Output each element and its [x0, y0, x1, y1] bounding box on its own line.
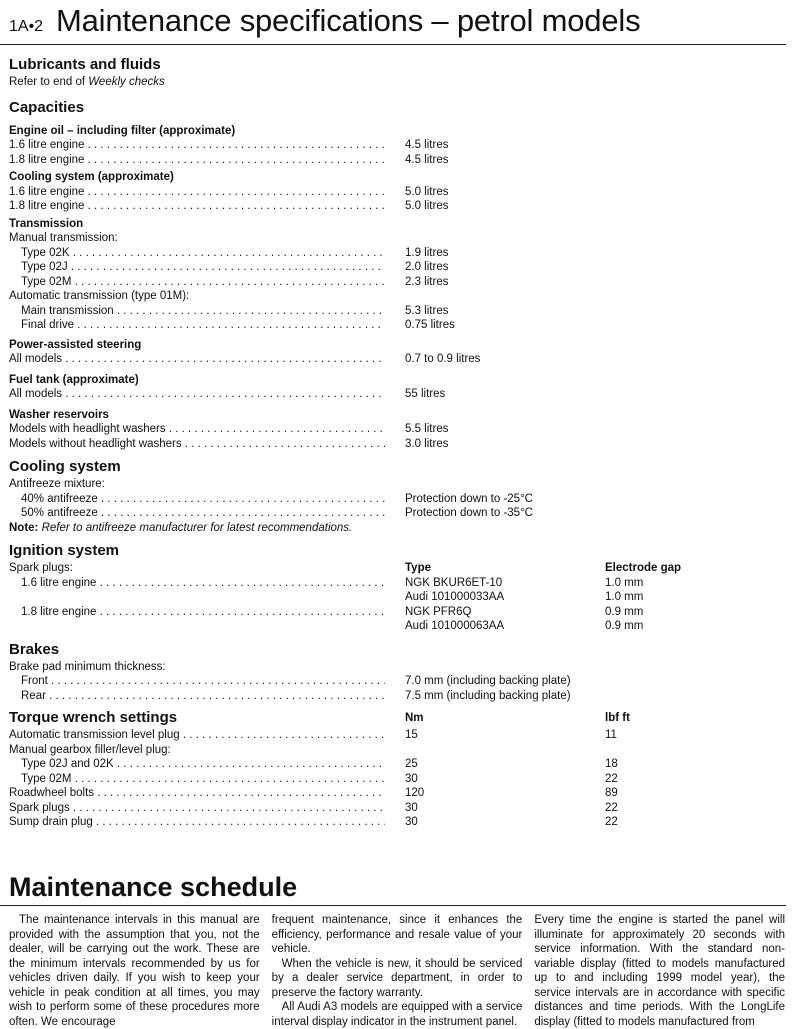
engine-oil-heading: Engine oil – including filter (approximate)	[9, 124, 236, 137]
electrode-gap: 1.0 mm	[605, 591, 644, 603]
lubricants-heading: Lubricants and fluids	[9, 56, 161, 73]
schedule-divider	[0, 905, 786, 906]
page-number: 1A•2	[9, 18, 44, 35]
torque-lbf: 11	[605, 729, 617, 741]
torque-nm: 30	[405, 801, 418, 814]
spec-label: Type 02M . . .	[9, 772, 385, 787]
spark-plug-type: NGK BKUR6ET-10	[405, 576, 503, 589]
spec-label: Final drive . . .	[9, 318, 385, 333]
spec-row	[9, 743, 789, 758]
nm-column-header: Nm	[405, 712, 424, 724]
spec-row	[9, 199, 789, 214]
spec-label: 1.8 litre engine . . .	[9, 605, 385, 620]
spec-row	[9, 352, 789, 367]
spec-value: 5.0 litres	[405, 200, 449, 212]
torque-lbf: 18	[605, 758, 618, 770]
cooling-system-heading: Cooling system	[9, 458, 121, 475]
spec-value: 2.0 litres	[405, 261, 449, 273]
spec-label: Type 02J and 02K . . .	[9, 757, 385, 772]
spec-value: 4.5 litres	[405, 139, 449, 151]
spec-row	[9, 801, 789, 816]
automatic-transmission-label: Automatic transmission (type 01M):	[9, 290, 190, 302]
spec-row	[9, 619, 789, 634]
spec-value: 1.9 litres	[405, 246, 449, 259]
spec-label: 1.6 litre engine . . .	[9, 576, 385, 591]
schedule-body	[9, 913, 785, 1029]
spec-label: 1.8 litre engine . . .	[9, 153, 385, 168]
cooling-capacity-heading: Cooling system (approximate)	[9, 171, 174, 183]
spec-label: Type 02J . . .	[9, 260, 385, 275]
paragraph: The maintenance intervals in this manual are provided with the assumption that you, not the dealer, will be carrying out the work. These are the minimum intervals recommended by us for vehicles driven daily. If you wish to keep your vehicle in peak condition at all times, you may wish to perform some of these procedures more often. We encourage	[9, 914, 260, 1028]
spec-value: 7.5 mm (including backing plate)	[405, 689, 571, 702]
spec-value: 5.5 litres	[405, 423, 449, 435]
spec-row	[9, 275, 789, 290]
spark-plug-type: NGK PFR6Q	[405, 605, 472, 618]
spec-row	[9, 138, 789, 153]
ignition-heading: Ignition system	[9, 542, 120, 559]
spark-plug-type: Audi 101000033AA	[405, 591, 505, 603]
spec-label: 1.6 litre engine . . .	[9, 185, 385, 200]
spec-label: 1.8 litre engine . . .	[9, 199, 385, 214]
paragraph: frequent maintenance, since it enhances the efficiency, performance and resale value of your vehicle.	[271, 914, 523, 955]
torque-lbf: 22	[605, 816, 618, 828]
schedule-column-2	[272, 913, 523, 1029]
torque-lbf: 89	[605, 787, 618, 799]
spec-label: Rear . . .	[9, 689, 385, 704]
spec-value: 7.0 mm (including backing plate)	[405, 675, 571, 687]
spec-label: Automatic transmission level plug . . .	[9, 728, 385, 743]
spec-value: 5.3 litres	[405, 304, 449, 317]
torque-nm: 25	[405, 758, 418, 770]
spec-row	[9, 674, 789, 689]
spec-value: 0.75 litres	[405, 319, 455, 331]
spec-row	[9, 153, 789, 168]
spec-value: Protection down to -35°C	[405, 507, 533, 519]
spec-label: Manual gearbox filler/level plug:	[9, 743, 171, 756]
paragraph: Every time the engine is started the panel will illuminate for approximately 20 seconds with service information. With the standard non-variable display (fitted to models manufactured up to and including 1999 model year), the service intervals are in accordance with specific distances and time periods. With the LongLife display (fitted to models manufactured from	[534, 914, 786, 1028]
spec-row	[9, 757, 789, 772]
spec-value: 0.7 to 0.9 litres	[405, 353, 481, 365]
spec-row	[9, 387, 789, 402]
electrode-gap: 0.9 mm	[605, 605, 644, 618]
torque-nm: 15	[405, 729, 418, 741]
lubricants-text-italic: Weekly checks	[88, 76, 165, 88]
brake-pad-label: Brake pad minimum thickness:	[9, 660, 166, 673]
torque-nm: 120	[405, 787, 425, 799]
spec-label: All models . . .	[9, 387, 385, 402]
steering-heading: Power-assisted steering	[9, 338, 142, 351]
antifreeze-label: Antifreeze mixture:	[9, 478, 105, 490]
torque-lbf: 22	[605, 801, 618, 814]
antifreeze-note	[9, 521, 789, 536]
manual-transmission-label: Manual transmission:	[9, 232, 118, 244]
spec-row	[9, 576, 789, 591]
lbf-column-header: lbf ft	[605, 712, 630, 724]
paragraph: When the vehicle is new, it should be serviced by a dealer service department, in order to preserve the factory warranty.	[271, 957, 523, 999]
lubricants-text	[9, 75, 789, 90]
spec-row	[9, 561, 789, 576]
electrode-gap: 0.9 mm	[605, 620, 644, 632]
type-column-header: Type	[405, 562, 431, 574]
page-title: Maintenance specifications – petrol models	[56, 3, 641, 38]
spec-row	[9, 815, 789, 830]
spec-row	[9, 590, 789, 605]
capacities-heading: Capacities	[9, 98, 85, 116]
spec-label: Front . . .	[9, 674, 385, 689]
spec-row	[9, 506, 789, 521]
gap-column-header: Electrode gap	[605, 562, 682, 574]
spec-row	[9, 422, 789, 437]
spec-label: Spark plugs:	[9, 562, 73, 574]
torque-heading: Torque wrench settings	[9, 709, 178, 726]
spec-row	[9, 728, 789, 743]
spec-row	[9, 304, 789, 319]
spec-row	[9, 772, 789, 787]
torque-lbf: 22	[605, 772, 618, 785]
spec-row	[9, 260, 789, 275]
torque-heading-row	[9, 708, 789, 728]
washer-heading: Washer reservoirs	[9, 408, 109, 421]
spec-row	[9, 605, 789, 620]
schedule-column-3	[534, 913, 785, 1029]
spec-value: 3.0 litres	[405, 437, 449, 450]
spec-row	[9, 492, 789, 507]
lubricants-text-prefix: Refer to end of	[9, 76, 89, 88]
spec-label: 1.6 litre engine . . .	[9, 138, 385, 153]
schedule-title: Maintenance schedule	[9, 872, 298, 902]
transmission-heading: Transmission	[9, 217, 84, 230]
spec-label: Roadwheel bolts . . .	[9, 786, 385, 801]
spark-plug-type: Audi 101000063AA	[405, 620, 505, 632]
spec-label: Main transmission . . .	[9, 304, 385, 319]
note-label: Note:	[9, 521, 39, 534]
paragraph: All Audi A3 models are equipped with a service interval display indicator in the instrument panel.	[271, 1001, 523, 1028]
spec-row	[9, 437, 789, 452]
page-header	[0, 0, 786, 45]
spec-row	[9, 689, 789, 704]
spec-value: Protection down to -25°C	[405, 492, 533, 505]
spec-row	[9, 786, 789, 801]
spec-label: All models . . .	[9, 352, 385, 367]
spec-label: Models with headlight washers . . .	[9, 422, 385, 437]
electrode-gap: 1.0 mm	[605, 576, 644, 589]
spec-value: 4.5 litres	[405, 153, 449, 166]
spec-label: Type 02K . . .	[9, 246, 385, 261]
spec-row	[9, 318, 789, 333]
spec-row	[9, 246, 789, 261]
spec-label: 40% antifreeze . . .	[9, 492, 385, 507]
spec-value: 55 litres	[405, 388, 446, 400]
spec-value: 5.0 litres	[405, 185, 449, 198]
note-text: Refer to antifreeze manufacturer for latest recommendations.	[38, 521, 353, 534]
spec-label: 50% antifreeze . . .	[9, 506, 385, 521]
schedule-column-1	[9, 913, 260, 1029]
spec-label: Spark plugs . . .	[9, 801, 385, 816]
spec-label: Models without headlight washers . . .	[9, 437, 385, 452]
spec-label: Type 02M . . .	[9, 275, 385, 290]
spec-label: Sump drain plug . . .	[9, 815, 385, 830]
torque-nm: 30	[405, 816, 418, 828]
spec-row	[9, 185, 789, 200]
spec-value: 2.3 litres	[405, 275, 449, 288]
specifications	[9, 55, 789, 830]
fuel-tank-heading: Fuel tank (approximate)	[9, 373, 139, 386]
torque-nm: 30	[405, 772, 418, 785]
brakes-heading: Brakes	[9, 640, 60, 658]
